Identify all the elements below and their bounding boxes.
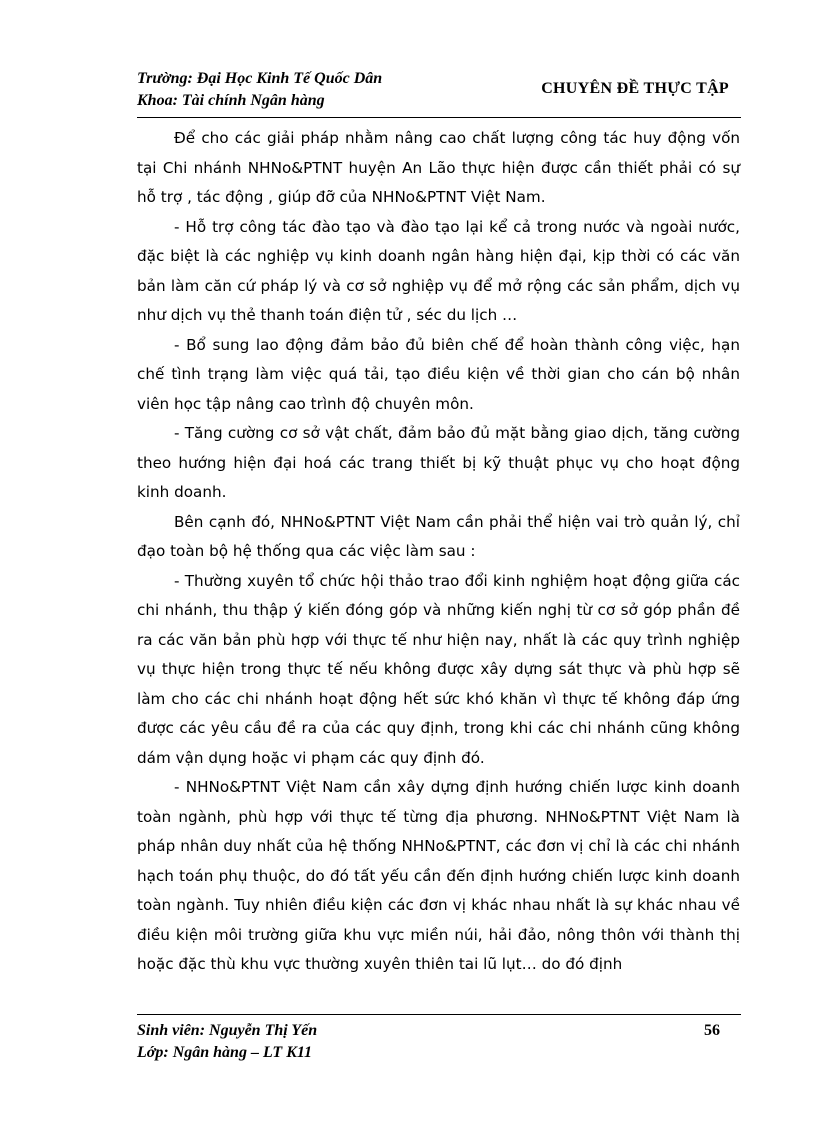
page-number: 56 xyxy=(704,1022,720,1039)
paragraph: - Tăng cường cơ sở vật chất, đảm bảo đủ mặt bằng giao dịch, tăng cường theo hướng hiện đại hoá các trang thiết bị kỹ thuật phục vụ cho hoạt động kinh doanh. xyxy=(137,424,740,501)
faculty-name: Khoa: Tài chính Ngân hàng xyxy=(137,92,325,109)
body-text xyxy=(137,124,740,980)
paragraph: Bên cạnh đó, NHNo&PTNT Việt Nam cần phải thể hiện vai trò quản lý, chỉ đạo toàn bộ hệ thống qua các việc làm sau : xyxy=(137,512,740,560)
footer-left xyxy=(137,1020,317,1064)
footer-divider xyxy=(137,1014,741,1015)
class-name: Lớp: Ngân hàng – LT K11 xyxy=(137,1044,312,1061)
school-name: Trường: Đại Học Kinh Tế Quốc Dân xyxy=(137,70,383,87)
document-type: CHUYÊN ĐỀ THỰC TẬP xyxy=(541,80,729,97)
paragraph: - Bổ sung lao động đảm bảo đủ biên chế để hoàn thành công việc, hạn chế tình trạng làm việc quá tải, tạo điều kiện về thời gian cho cán bộ nhân viên học tập nâng cao trình độ chuyên môn. xyxy=(137,335,740,413)
paragraph: - Thường xuyên tổ chức hội thảo trao đổi kinh nghiệm hoạt động giữa các chi nhánh, thu thập ý kiến đóng góp và những kiến nghị từ cơ sở góp phần đề ra các văn bản phù hợp với thực tế như hiện nay, nhất là các quy trình nghiệp vụ thực hiện trong thực tế nếu không được xây dựng sát thực và phù hợp sẽ làm cho các chi nhánh hoạt động hết sức khó khăn vì thực tế không đáp ứng được các yêu cầu đề ra của các quy định, trong khi các chi nhánh cũng không dám vận dụng hoặc vi phạm các quy định đó. xyxy=(137,571,740,767)
paragraph: - Hỗ trợ công tác đào tạo và đào tạo lại kể cả trong nước và ngoài nước, đặc biệt là các nghiệp vụ kinh doanh ngân hàng hiện đại, kịp thời có các văn bản làm căn cứ pháp lý và cơ sở nghiệp vụ để mở rộng các sản phẩm, dịch vụ như dịch vụ thẻ thanh toán điện tử , séc du lịch … xyxy=(137,217,740,324)
header-left xyxy=(137,68,382,112)
paragraph: Để cho các giải pháp nhằm nâng cao chất lượng công tác huy động vốn tại Chi nhánh NHNo&PTNT huyện An Lão thực hiện được cần thiết phải có sự hỗ trợ , tác động , giúp đỡ của NHNo&PTNT Việt Nam. xyxy=(137,129,740,206)
student-name: Sinh viên: Nguyễn Thị Yến xyxy=(137,1022,318,1039)
header-divider xyxy=(137,117,741,118)
paragraph: - NHNo&PTNT Việt Nam cần xây dựng định hướng chiến lược kinh doanh toàn ngành, phù hợp với thực tế từng địa phương. NHNo&PTNT Việt Nam là pháp nhân duy nhất của hệ thống NHNo&PTNT, các đơn vị chỉ là các chi nhánh hạch toán phụ thuộc, do đó tất yếu cần đến định hướng chiến lược kinh doanh toàn ngành. Tuy nhiên điều kiện các đơn vị khác nhau nhất là sự khác nhau về điều kiện môi trường giữa khu vực miền núi, hải đảo, nông thôn với thành thị hoặc đặc thù khu vực thường xuyên thiên tai lũ lụt… do đó định xyxy=(137,778,740,973)
